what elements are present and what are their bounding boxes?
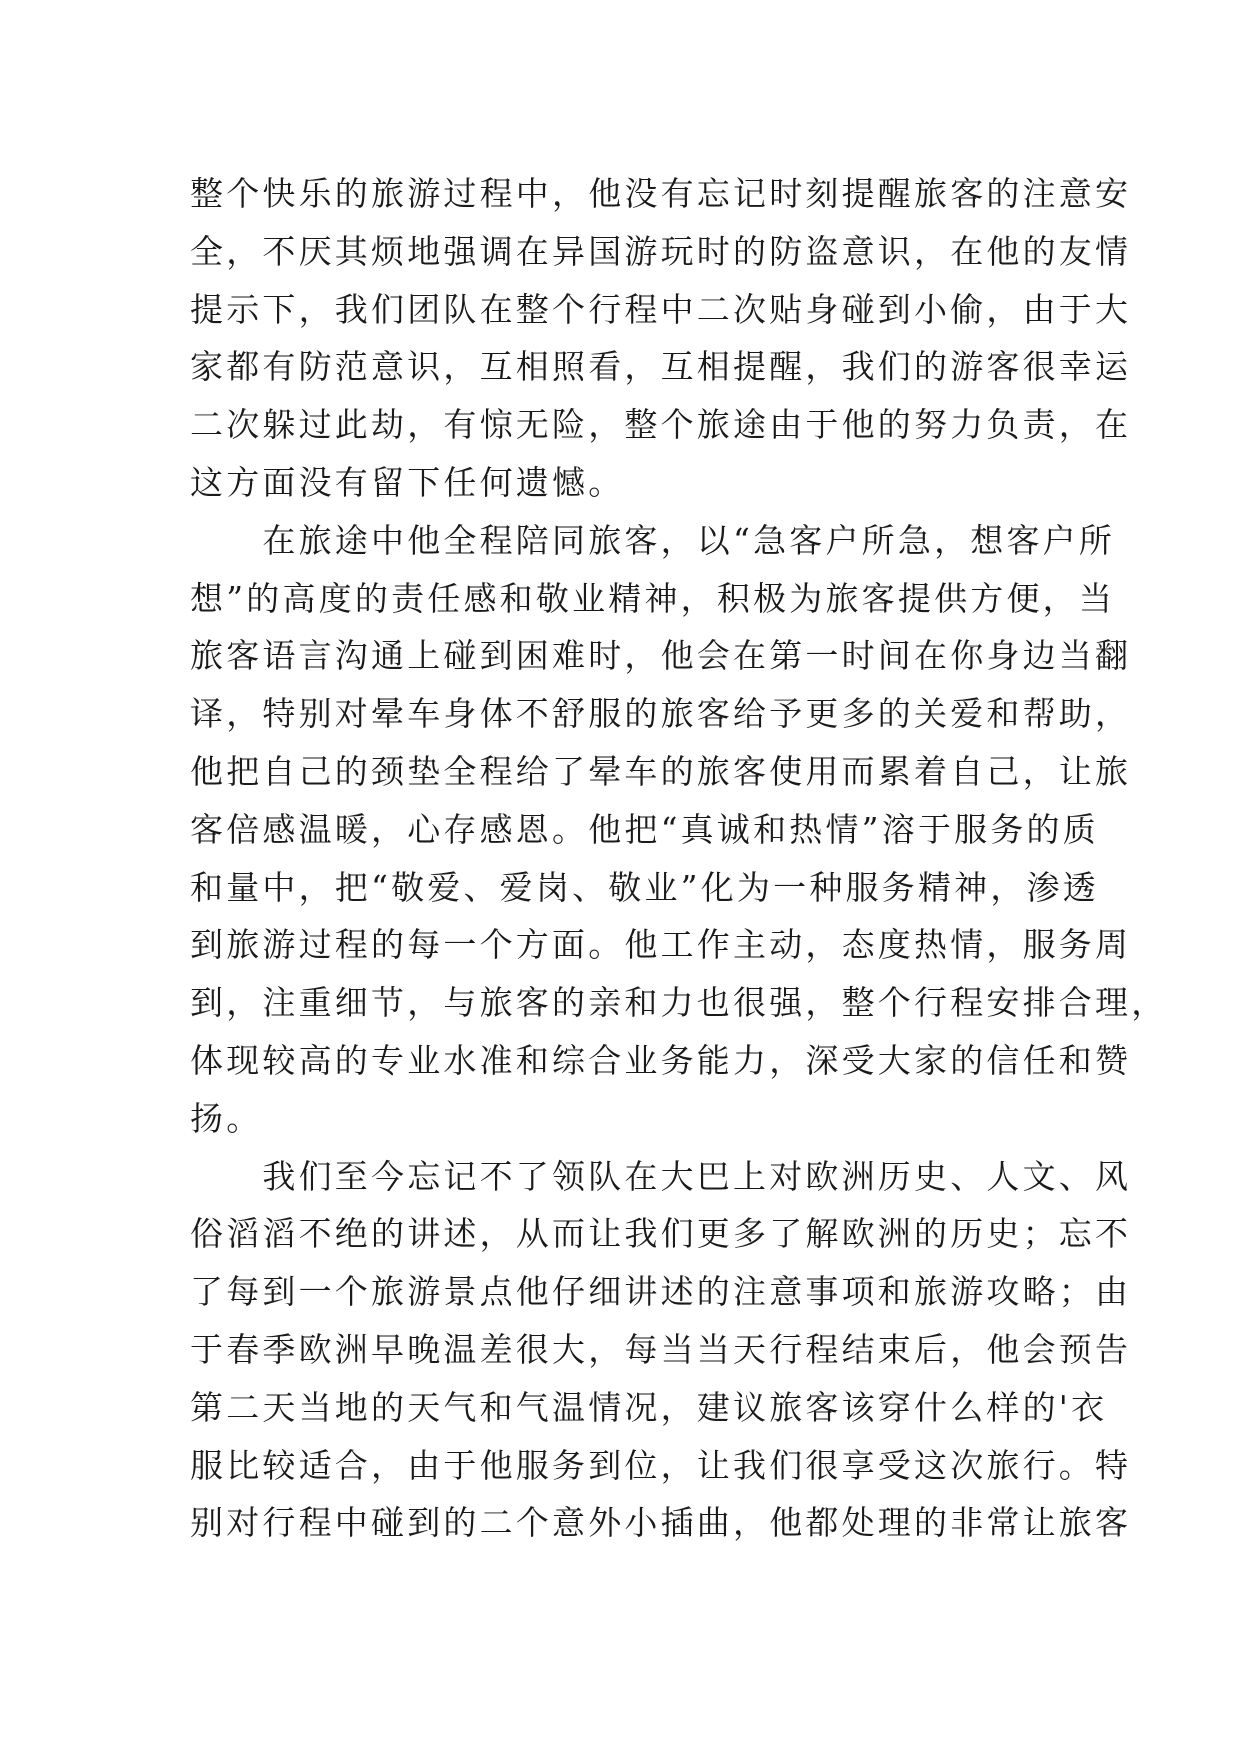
text-line: 他把自己的颈垫全程给了晕车的旅客使用而累着自己，让旅 xyxy=(190,751,1132,791)
text-line: 我们至今忘记不了领队在大巴上对欧洲历史、人文、风 xyxy=(190,1156,1132,1196)
body-text xyxy=(190,165,1168,1552)
text-line: 到旅游过程的每一个方面。他工作主动，态度热情，服务周 xyxy=(190,925,1132,965)
text-line: 这方面没有留下任何遗憾。 xyxy=(190,462,625,502)
text-line: 和量中，把“敬爱、爱岗、敬业”化为一种服务精神，渗透 xyxy=(190,867,1099,907)
text-line: 全，不厌其烦地强调在异国游玩时的防盗意识，在他的友情 xyxy=(190,231,1132,271)
text-line: 客倍感温暖，心存感恩。他把“真诚和热情”溶于服务的质 xyxy=(190,809,1099,849)
text-line: 想”的高度的责任感和敬业精神，积极为旅客提供方便，当 xyxy=(190,578,1116,618)
text-line: 整个快乐的旅游过程中，他没有忘记时刻提醒旅客的注意安 xyxy=(190,174,1132,213)
text-line: 到，注重细节，与旅客的亲和力也很强，整个行程安排合理， xyxy=(190,983,1168,1023)
text-line: 别对行程中碰到的二个意外小插曲，他都处理的非常让旅客 xyxy=(190,1503,1132,1543)
text-line: 提示下，我们团队在整个行程中二次贴身碰到小偷，由于大 xyxy=(190,289,1132,329)
text-line: 译，特别对晕车身体不舒服的旅客给予更多的关爱和帮助， xyxy=(190,694,1132,734)
text-line: 在旅途中他全程陪同旅客，以“急客户所急，想客户所 xyxy=(190,520,1116,560)
text-line: 第二天当地的天气和气温情况，建议旅客该穿什么样的'衣 xyxy=(190,1387,1108,1427)
text-line: 旅客语言沟通上碰到困难时，他会在第一时间在你身边当翻 xyxy=(190,636,1132,676)
text-line: 了每到一个旅游景点他仔细讲述的注意事项和旅游攻略；由 xyxy=(190,1272,1132,1312)
text-line: 扬。 xyxy=(190,1098,263,1138)
text-line: 二次躲过此劫，有惊无险，整个旅途由于他的努力负责，在 xyxy=(190,405,1132,445)
text-line: 于春季欧洲早晚温差很大，每当当天行程结束后，他会预告 xyxy=(190,1329,1132,1369)
text-line: 俗滔滔不绝的讲述，从而让我们更多了解欧洲的历史；忘不 xyxy=(190,1214,1132,1254)
text-line: 家都有防范意识，互相照看，互相提醒，我们的游客很幸运 xyxy=(190,347,1132,387)
text-line: 体现较高的专业水准和综合业务能力，深受大家的信任和赞 xyxy=(190,1040,1132,1080)
text-line: 服比较适合，由于他服务到位，让我们很享受这次旅行。特 xyxy=(190,1445,1132,1485)
